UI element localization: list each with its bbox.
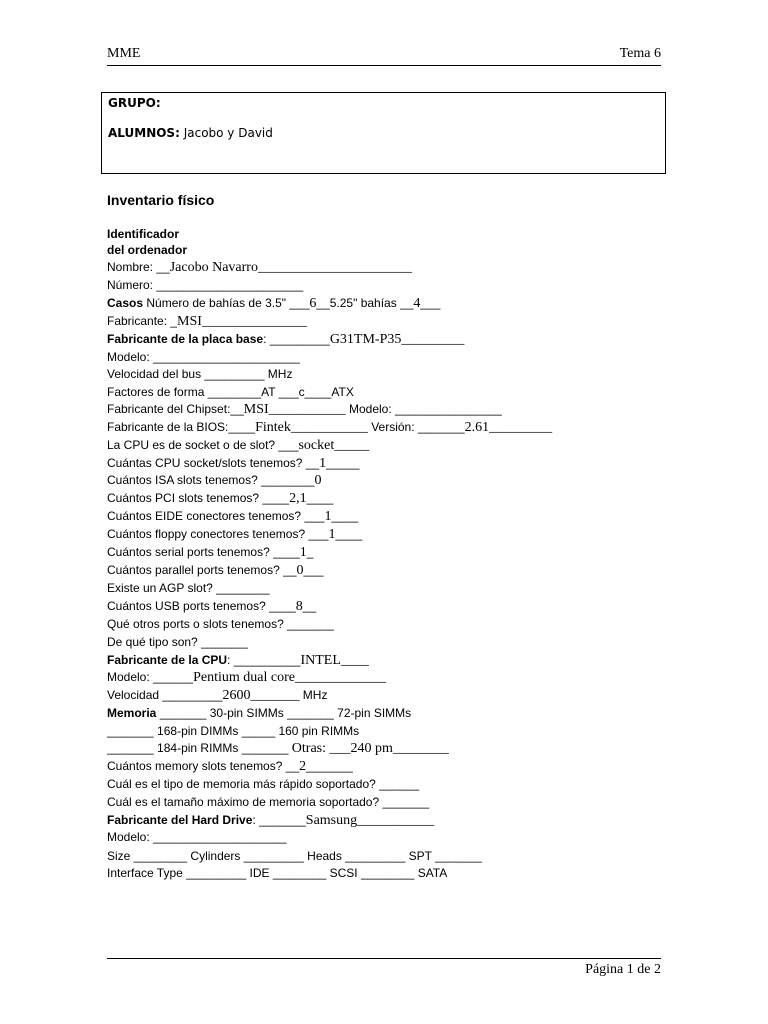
field-label: Interface Type _________ IDE ________ SCSI ________ SATA	[107, 866, 448, 880]
grupo-label: GRUPO:	[108, 96, 161, 110]
field-label: _______ 30-pin SIMMs _______ 72-pin SIMMs	[156, 706, 412, 720]
field-label: MHz	[299, 688, 328, 702]
filled-value: MSI___________	[243, 402, 346, 417]
field-label: ___	[420, 296, 441, 310]
page-number: Página 1 de 2	[585, 962, 661, 977]
field-label: Modelo: ______________________	[107, 350, 300, 364]
filled-value: 6	[309, 296, 317, 311]
header-right-text: Tema 6	[619, 46, 661, 61]
page-title: Inventario físico	[107, 192, 215, 208]
form-line	[107, 777, 419, 792]
filled-value: 2.61_________	[464, 420, 553, 435]
header-left-text: MME	[107, 46, 141, 61]
field-label: Cuántos serial ports tenemos? ____	[107, 545, 300, 559]
form-line	[107, 314, 307, 329]
field-label: Factores de forma ________AT ___c____ATX	[107, 385, 354, 399]
filled-value: 1	[299, 545, 307, 560]
field-label: Size ________ Cylinders _________ Heads _________ SPT _______	[107, 849, 482, 863]
field-label: : __________	[227, 653, 301, 667]
form-line	[107, 563, 323, 578]
form-line	[107, 830, 287, 845]
form-line	[107, 635, 248, 650]
field-label: La CPU es de socket o de slot? ___	[107, 438, 299, 452]
form-line	[107, 795, 429, 810]
form-line	[107, 420, 552, 435]
field-label: Cuántos USB ports tenemos? ____	[107, 599, 296, 613]
page-header	[107, 44, 661, 66]
field-label: Cuántos PCI slots tenemos? ____	[107, 491, 290, 505]
filled-value: INTEL____	[300, 653, 369, 668]
field-label: Velocidad del bus _________ MHz	[107, 367, 293, 381]
field-heading: Fabricante del Hard Drive	[107, 813, 253, 827]
field-label: Cuántos floppy conectores tenemos? ___	[107, 527, 329, 541]
form-line	[107, 670, 386, 685]
filled-value: Jacobo Navarro______________________	[169, 260, 412, 275]
filled-value: Otras: ___240 pm________	[291, 741, 449, 756]
form-line	[107, 350, 300, 365]
field-label: ____	[306, 491, 334, 505]
field-label: Cuántos memory slots tenemos? __	[107, 759, 300, 773]
field-label: Versión: _______	[367, 420, 465, 434]
filled-value: socket_____	[298, 438, 370, 453]
field-label: Modelo: ______	[107, 670, 194, 684]
field-label: Número: ______________________	[107, 278, 304, 292]
form-line	[107, 456, 359, 471]
field-label: : _________	[263, 332, 330, 346]
filled-value: 1	[319, 456, 327, 471]
field-label: : _______	[252, 813, 306, 827]
field-label: ___	[303, 563, 324, 577]
form-line	[107, 491, 333, 506]
filled-value: Fintek___________	[255, 420, 368, 435]
form-line	[107, 243, 187, 258]
field-heading: Fabricante de la placa base	[107, 332, 264, 346]
field-label: Cuál es el tipo de memoria más rápido soportado? ______	[107, 777, 420, 791]
alumnos-value: Jacobo y David	[179, 126, 273, 140]
field-label: Nombre: __	[107, 260, 170, 274]
field-label: _	[306, 545, 314, 559]
form-line	[107, 332, 464, 347]
filled-value: 4	[413, 296, 421, 311]
field-heading: Fabricante de la CPU	[107, 653, 228, 667]
filled-value: G31TM-P35_________	[329, 332, 465, 347]
group-box	[101, 92, 666, 174]
filled-value: MSI_______________	[177, 314, 307, 329]
field-label: Modelo: ____________________	[107, 830, 287, 844]
form-line	[107, 617, 334, 632]
field-heading: Identificador	[107, 227, 180, 241]
form-line	[107, 866, 447, 881]
filled-value: 1	[328, 527, 336, 542]
field-label: Existe un AGP slot? ________	[107, 581, 270, 595]
form-line	[107, 653, 369, 668]
alumnos-row	[108, 126, 273, 140]
field-label: ____	[335, 527, 363, 541]
field-label: _______ 168-pin DIMMs _____ 160 pin RIMMs	[107, 724, 360, 738]
field-label: Fabricante de la BIOS:____	[107, 420, 256, 434]
filled-value: 8	[295, 599, 303, 614]
form-line	[107, 509, 358, 524]
filled-value: Samsung___________	[305, 813, 435, 828]
field-label: De qué tipo son? _______	[107, 635, 248, 649]
field-label: Modelo: ________________	[345, 402, 502, 416]
form-line	[107, 545, 313, 560]
form-line	[107, 706, 411, 721]
field-label: Número de bahías de 3.5" ___	[143, 296, 310, 310]
filled-value: 2,1	[289, 491, 307, 506]
field-label: _______	[306, 759, 353, 773]
form-line	[107, 849, 482, 864]
form-line	[107, 599, 316, 614]
field-label: _____	[326, 456, 360, 470]
filled-value: 1	[324, 509, 332, 524]
form-line	[107, 402, 502, 417]
form-line	[107, 473, 321, 488]
field-label: _______ 184-pin RIMMs _______	[107, 741, 292, 755]
form-line	[107, 527, 362, 542]
field-label: Cuántos EIDE conectores tenemos? ___	[107, 509, 325, 523]
form-line	[107, 296, 440, 311]
field-label: Cuántos ISA slots tenemos? ________	[107, 473, 315, 487]
form-line	[107, 260, 412, 275]
field-label: Fabricante: _	[107, 314, 178, 328]
field-label: __	[302, 599, 317, 613]
form-line	[107, 227, 179, 242]
filled-value: 2600_______	[222, 688, 300, 703]
field-heading: Casos	[107, 296, 144, 310]
alumnos-label: ALUMNOS:	[108, 126, 180, 140]
field-label: Cuántas CPU socket/slots tenemos? __	[107, 456, 320, 470]
form-line	[107, 438, 369, 453]
filled-value: Pentium dual core_____________	[193, 670, 386, 685]
form-line	[107, 385, 354, 400]
field-label: ____	[331, 509, 359, 523]
form-line	[107, 688, 327, 703]
field-label: Qué otros ports o slots tenemos? _______	[107, 617, 334, 631]
field-label: __5.25" bahías __	[316, 296, 414, 310]
form-line	[107, 741, 449, 756]
form-line	[107, 724, 359, 739]
page-footer	[107, 958, 661, 977]
form-line	[107, 367, 292, 382]
filled-value: 0	[314, 473, 322, 488]
field-label: Velocidad _________	[107, 688, 223, 702]
filled-value: 2	[299, 759, 307, 774]
field-label: Cuántos parallel ports tenemos? __	[107, 563, 297, 577]
form-line	[107, 813, 434, 828]
field-label: Fabricante del Chipset:__	[107, 402, 244, 416]
field-heading: Memoria	[107, 706, 157, 720]
field-heading: del ordenador	[107, 243, 188, 257]
form-line	[107, 278, 303, 293]
form-line	[107, 759, 353, 774]
field-label: Cuál es el tamaño máximo de memoria soportado? _______	[107, 795, 430, 809]
form-line	[107, 581, 270, 596]
filled-value: 0	[296, 563, 304, 578]
